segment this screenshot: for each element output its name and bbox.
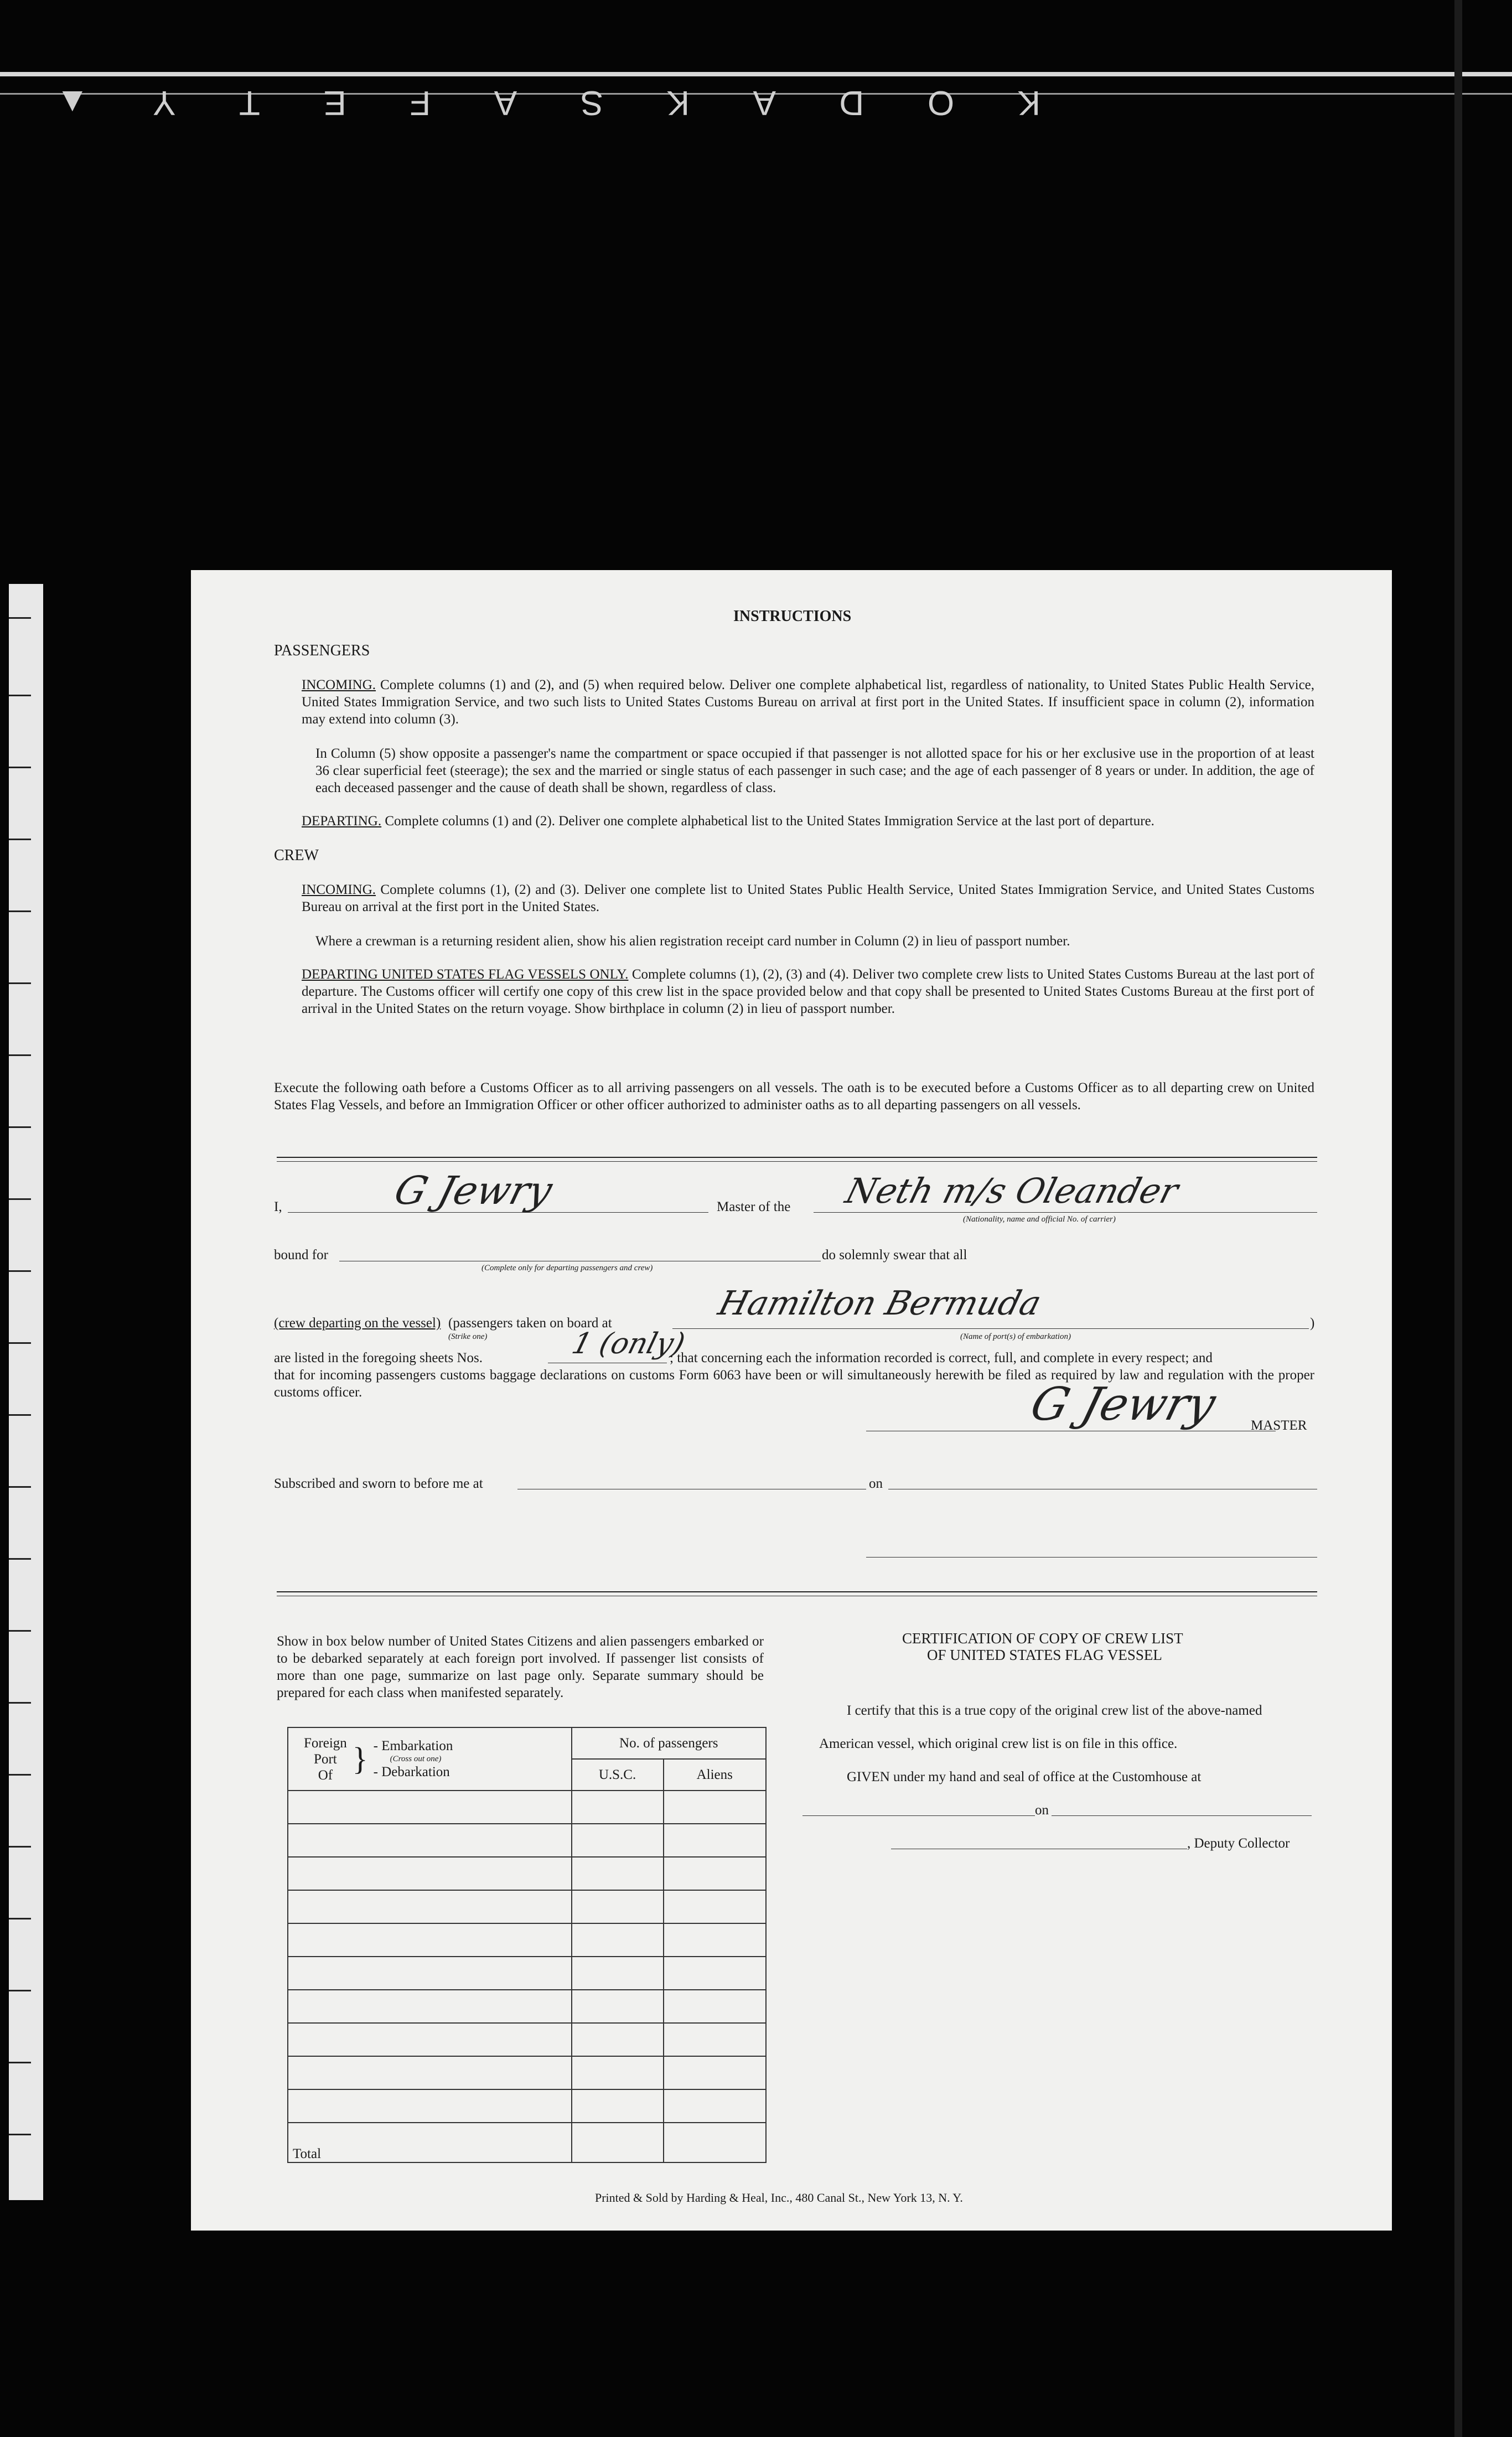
crew-incoming-text: Complete columns (1), (2) and (3). Deliver one complete list to United States Public Health Service, United States Immigration Service, and United States Customs Bureau on arrival at the first port in the United States. [302, 882, 1315, 914]
i-label: I, [274, 1199, 282, 1214]
table-row [288, 1791, 766, 1824]
table-row [288, 1957, 766, 1990]
bound-for-caption: (Complete only for departing passengers and crew) [481, 1264, 653, 1272]
close-paren: ) [1310, 1316, 1315, 1331]
bound-for-label: bound for [274, 1248, 328, 1263]
film-char: A [483, 84, 517, 122]
sheets-handwritten: 1 (only) [568, 1327, 689, 1360]
film-frame-border [1454, 0, 1462, 2437]
film-edge-top [0, 72, 1512, 76]
divider [277, 1157, 1317, 1158]
table-row [288, 1857, 766, 1890]
master-name-handwritten: G Jewry [390, 1168, 557, 1213]
table-row [288, 2023, 766, 2056]
departing-text: Complete columns (1) and (2). Deliver one complete alphabetical list to the United States Immigration Service at the last port of departure. [385, 814, 1154, 829]
certification-line-2: American vessel, which original crew list is on file in this office. [819, 1736, 1178, 1751]
film-char: A [742, 84, 776, 122]
film-char: K [655, 84, 690, 122]
vessel-line [814, 1212, 1317, 1213]
table-row [288, 2089, 766, 2123]
triangle-icon: ▲ [44, 84, 90, 122]
instructions-title: INSTRUCTIONS [733, 608, 852, 625]
crew-departing [302, 966, 1314, 1017]
adjacent-page-edge [9, 584, 43, 2200]
oath-intro: Execute the following oath before a Customs Officer as to all arriving passengers on all vessels. The oath is to be executed before a Customs Officer as to all departing crew on United States Flag Vessels, and before an Immigration Officer or other officer authorized to administer oaths as to all departing passengers on all vessels. [274, 1080, 1314, 1113]
divider [277, 1591, 1317, 1592]
no-of-passengers-header: No. of passengers [572, 1727, 766, 1759]
vessel-handwritten: Neth m/s Oleander [841, 1171, 1183, 1211]
divider [277, 1161, 1317, 1162]
departing-label: DEPARTING. [302, 814, 382, 829]
table-header-row [288, 1727, 766, 1759]
passengers-departing [302, 813, 1314, 830]
subscribed-label: Subscribed and sworn to before me at [274, 1476, 483, 1491]
incoming-text: Complete columns (1) and (2), and (5) when required below. Deliver one complete alphabetical list, regardless of nationality, to United States Public Health Service, United States Immigration Service, and two such lists to United States Customs Bureau on arrival at first port in the United States. If insufficient space in column (2), information may extend into column (3). [302, 677, 1315, 727]
table-row [288, 1923, 766, 1957]
master-of-label: Master of the [717, 1199, 791, 1214]
film-char: F [398, 84, 431, 122]
cert-place-line [802, 1815, 1035, 1816]
sheets-after: ; that concerning each the information recorded is correct, full, and complete in every respect; and [670, 1351, 1213, 1365]
film-char: E [312, 84, 346, 122]
port-caption: (Name of port(s) of embarkation) [960, 1332, 1071, 1341]
film-char: Y [142, 84, 176, 122]
film-char: T [228, 84, 260, 122]
film-char: D [828, 84, 864, 122]
passenger-summary-table [287, 1727, 767, 2163]
passengers-incoming [302, 676, 1314, 728]
swear-label: do solemnly swear that all [822, 1248, 967, 1263]
crew-incoming [302, 881, 1314, 915]
strike-caption: (Strike one) [448, 1332, 488, 1341]
cert-date-line [1052, 1815, 1312, 1816]
port-header: Foreign Port Of } - Embarkation (Cross out one) - Debarkation [288, 1727, 572, 1791]
aliens-header: Aliens [664, 1759, 766, 1791]
port-line [672, 1328, 1309, 1329]
film-edge-marking [44, 83, 1040, 122]
passengers-option[interactable]: (passengers taken on board at [448, 1316, 612, 1331]
master-signature: G Jewry [1025, 1378, 1221, 1431]
printer-footer: Printed & Sold by Harding & Heal, Inc., 480 Canal St., New York 13, N. Y. [595, 2191, 963, 2205]
incoming-label: INCOMING. [302, 677, 376, 692]
crew-departing-option[interactable]: (crew departing on the vessel) [274, 1316, 441, 1331]
master-label: MASTER [1251, 1418, 1307, 1433]
total-row [288, 2123, 766, 2162]
document-page [191, 570, 1392, 2231]
column5-paragraph: In Column (5) show opposite a passenger's name the compartment or space occupied if that passenger is not allotted space for his or her exclusive use in the proportion of at least 36 clear superficial feet (steerage); the sex and the married or single status of each passenger in such case; and the age of each passenger of 8 years or under. In addition, the age of each deceased passenger and the cause of death shall be shown, regardless of class. [315, 746, 1314, 795]
total-label: Total [288, 2123, 572, 2162]
usc-header: U.S.C. [572, 1759, 664, 1791]
film-char: K [1006, 84, 1040, 122]
cert-on-label: on [1035, 1803, 1049, 1818]
crew-heading: CREW [274, 847, 319, 864]
crew-incoming-label: INCOMING. [302, 882, 376, 897]
deputy-collector-label: , Deputy Collector [1187, 1836, 1290, 1851]
vessel-caption: (Nationality, name and official No. of carrier) [963, 1215, 1116, 1224]
on-label: on [869, 1476, 883, 1491]
crew-departing-label: DEPARTING UNITED STATES FLAG VESSELS ONLY. [302, 967, 629, 982]
table-row [288, 2056, 766, 2089]
passengers-heading: PASSENGERS [274, 642, 370, 659]
certification-line-3: GIVEN under my hand and seal of office at the Customhouse at [847, 1769, 1202, 1784]
film-char: S [569, 84, 604, 122]
resident-alien-paragraph: Where a crewman is a returning resident alien, show his alien registration receipt card number in Column (2) in lieu of passport number. [315, 934, 1070, 949]
summary-instructions: Show in box below number of United States Citizens and alien passengers embarked or to be debarked separately at each foreign port involved. If passenger list consists of more than one page, summarize on last page only. Separate summary should be prepared for each class when manifested separately. [277, 1634, 764, 1700]
film-char: O [916, 84, 955, 122]
crew-departing-text: Complete columns (1), (2), (3) and (4). Deliver two complete crew lists to United States Customs Bureau at the last port of departure. The Customs officer will certify one copy of this crew list in the space provided below and that copy shall be presented to United States Customs Bureau at the first port of arrival in the United States on the return voyage. Show birthplace in column (2) in lieu of passport number. [302, 967, 1314, 1016]
officer-line [866, 1557, 1317, 1558]
port-handwritten: Hamilton Bermuda [714, 1284, 1045, 1323]
table-row [288, 1824, 766, 1857]
sheets-label: are listed in the foregoing sheets Nos. [274, 1351, 483, 1365]
customs-text: that for incoming passengers customs baggage declarations on customs Form 6063 have been or will simultaneously herewith be filed as required by law and regulation with the proper customs officer. [274, 1368, 1314, 1400]
certification-line-1: I certify that this is a true copy of the original crew list of the above-named [847, 1703, 1262, 1718]
table-row [288, 1990, 766, 2023]
certification-title-2: OF UNITED STATES FLAG VESSEL [927, 1647, 1162, 1663]
table-row [288, 1890, 766, 1923]
certification-title-1: CERTIFICATION OF COPY OF CREW LIST [902, 1630, 1183, 1647]
